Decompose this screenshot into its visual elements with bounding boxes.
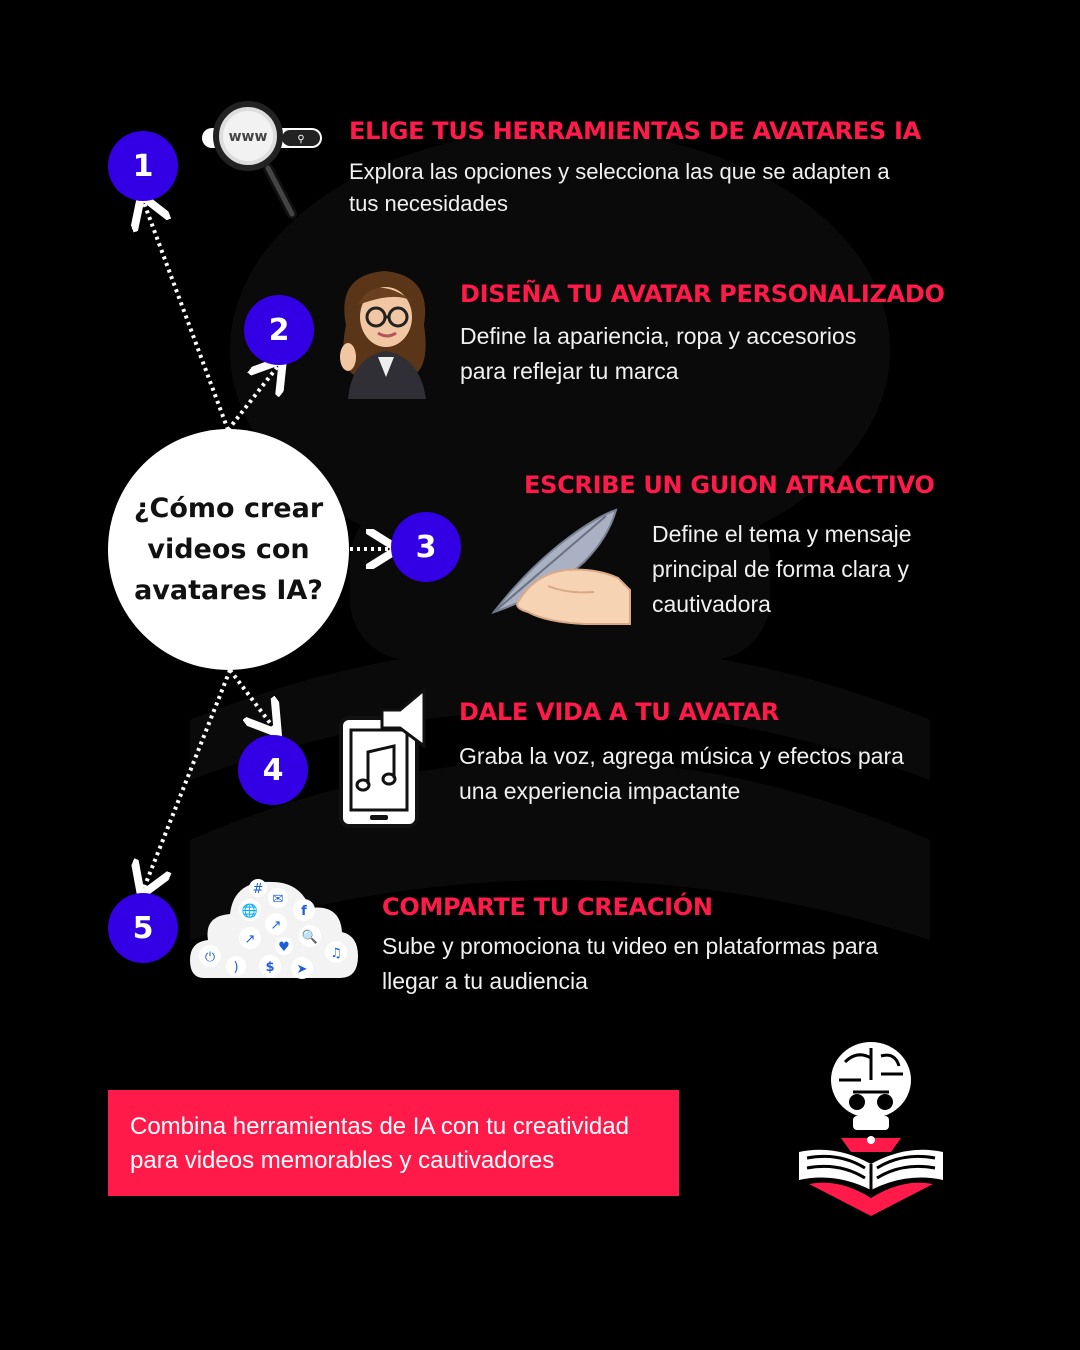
step-3-description: Define el tema y mensaje principal de forma clara y cautivadora [652,521,912,617]
step-3-title: ESCRIBE UN GUION ATRACTIVO [524,471,935,499]
summary-callout-text: Combina herramientas de IA con tu creatividad para videos memorables y cautivadores [130,1113,629,1174]
svg-text:f: f [301,904,307,919]
avatar-woman-icon [334,265,434,399]
step-5-description: Sube y promociona tu video en plataformas para llegar a tu audiencia [382,933,879,994]
center-question-text: ¿Cómo crear videos con avatares IA? [133,493,324,606]
step-4-title: DALE VIDA A TU AVATAR [459,698,779,726]
connector-5 [144,670,230,888]
step-1-description: Explora las opciones y selecciona las que se adapten a tus necesidades [349,159,890,216]
step-2-badge: 2 [244,295,314,365]
social-cloud-icon [190,872,360,982]
svg-text:✉: ✉ [272,892,284,907]
step-4-description: Graba la voz, agrega música y efectos para una experiencia impactante [459,743,904,804]
center-question-circle [108,429,349,670]
svg-text:♥: ♥ [278,940,290,955]
svg-text:#: # [252,882,264,897]
svg-text:➤: ➤ [296,962,308,977]
svg-text:↗: ↗ [270,918,282,933]
robot-reading-book-logo [795,1040,947,1220]
step-1-title: ELIGE TUS HERRAMIENTAS DE AVATARES IA [349,117,921,145]
svg-text:⏻: ⏻ [204,950,216,965]
summary-callout [108,1090,679,1196]
svg-text:🔍: 🔍 [301,930,319,945]
svg-text:🌐: 🌐 [241,904,259,919]
step-2-title: DISEÑA TU AVATAR PERSONALIZADO [460,280,945,308]
magnifier-www-icon [200,100,326,222]
tablet-music-speaker-icon [338,688,426,830]
step-5-badge: 5 [108,893,178,963]
step-1-badge: 1 [108,131,178,201]
connector-2 [228,366,278,430]
svg-text:): ) [233,960,239,975]
connector-4 [230,670,273,727]
step-4-badge: 4 [238,735,308,805]
step-3-badge: 3 [391,512,461,582]
connector-1 [144,203,228,430]
svg-text:www: www [228,129,268,145]
svg-text:♫: ♫ [330,946,342,961]
svg-text:⚲: ⚲ [297,134,305,145]
svg-text:↗: ↗ [244,932,256,947]
quill-hand-icon [488,508,634,626]
svg-text:$: $ [265,960,275,975]
step-2-description: Define la apariencia, ropa y accesorios para reflejar tu marca [460,323,857,384]
step-5-title: COMPARTE TU CREACIÓN [382,893,713,921]
